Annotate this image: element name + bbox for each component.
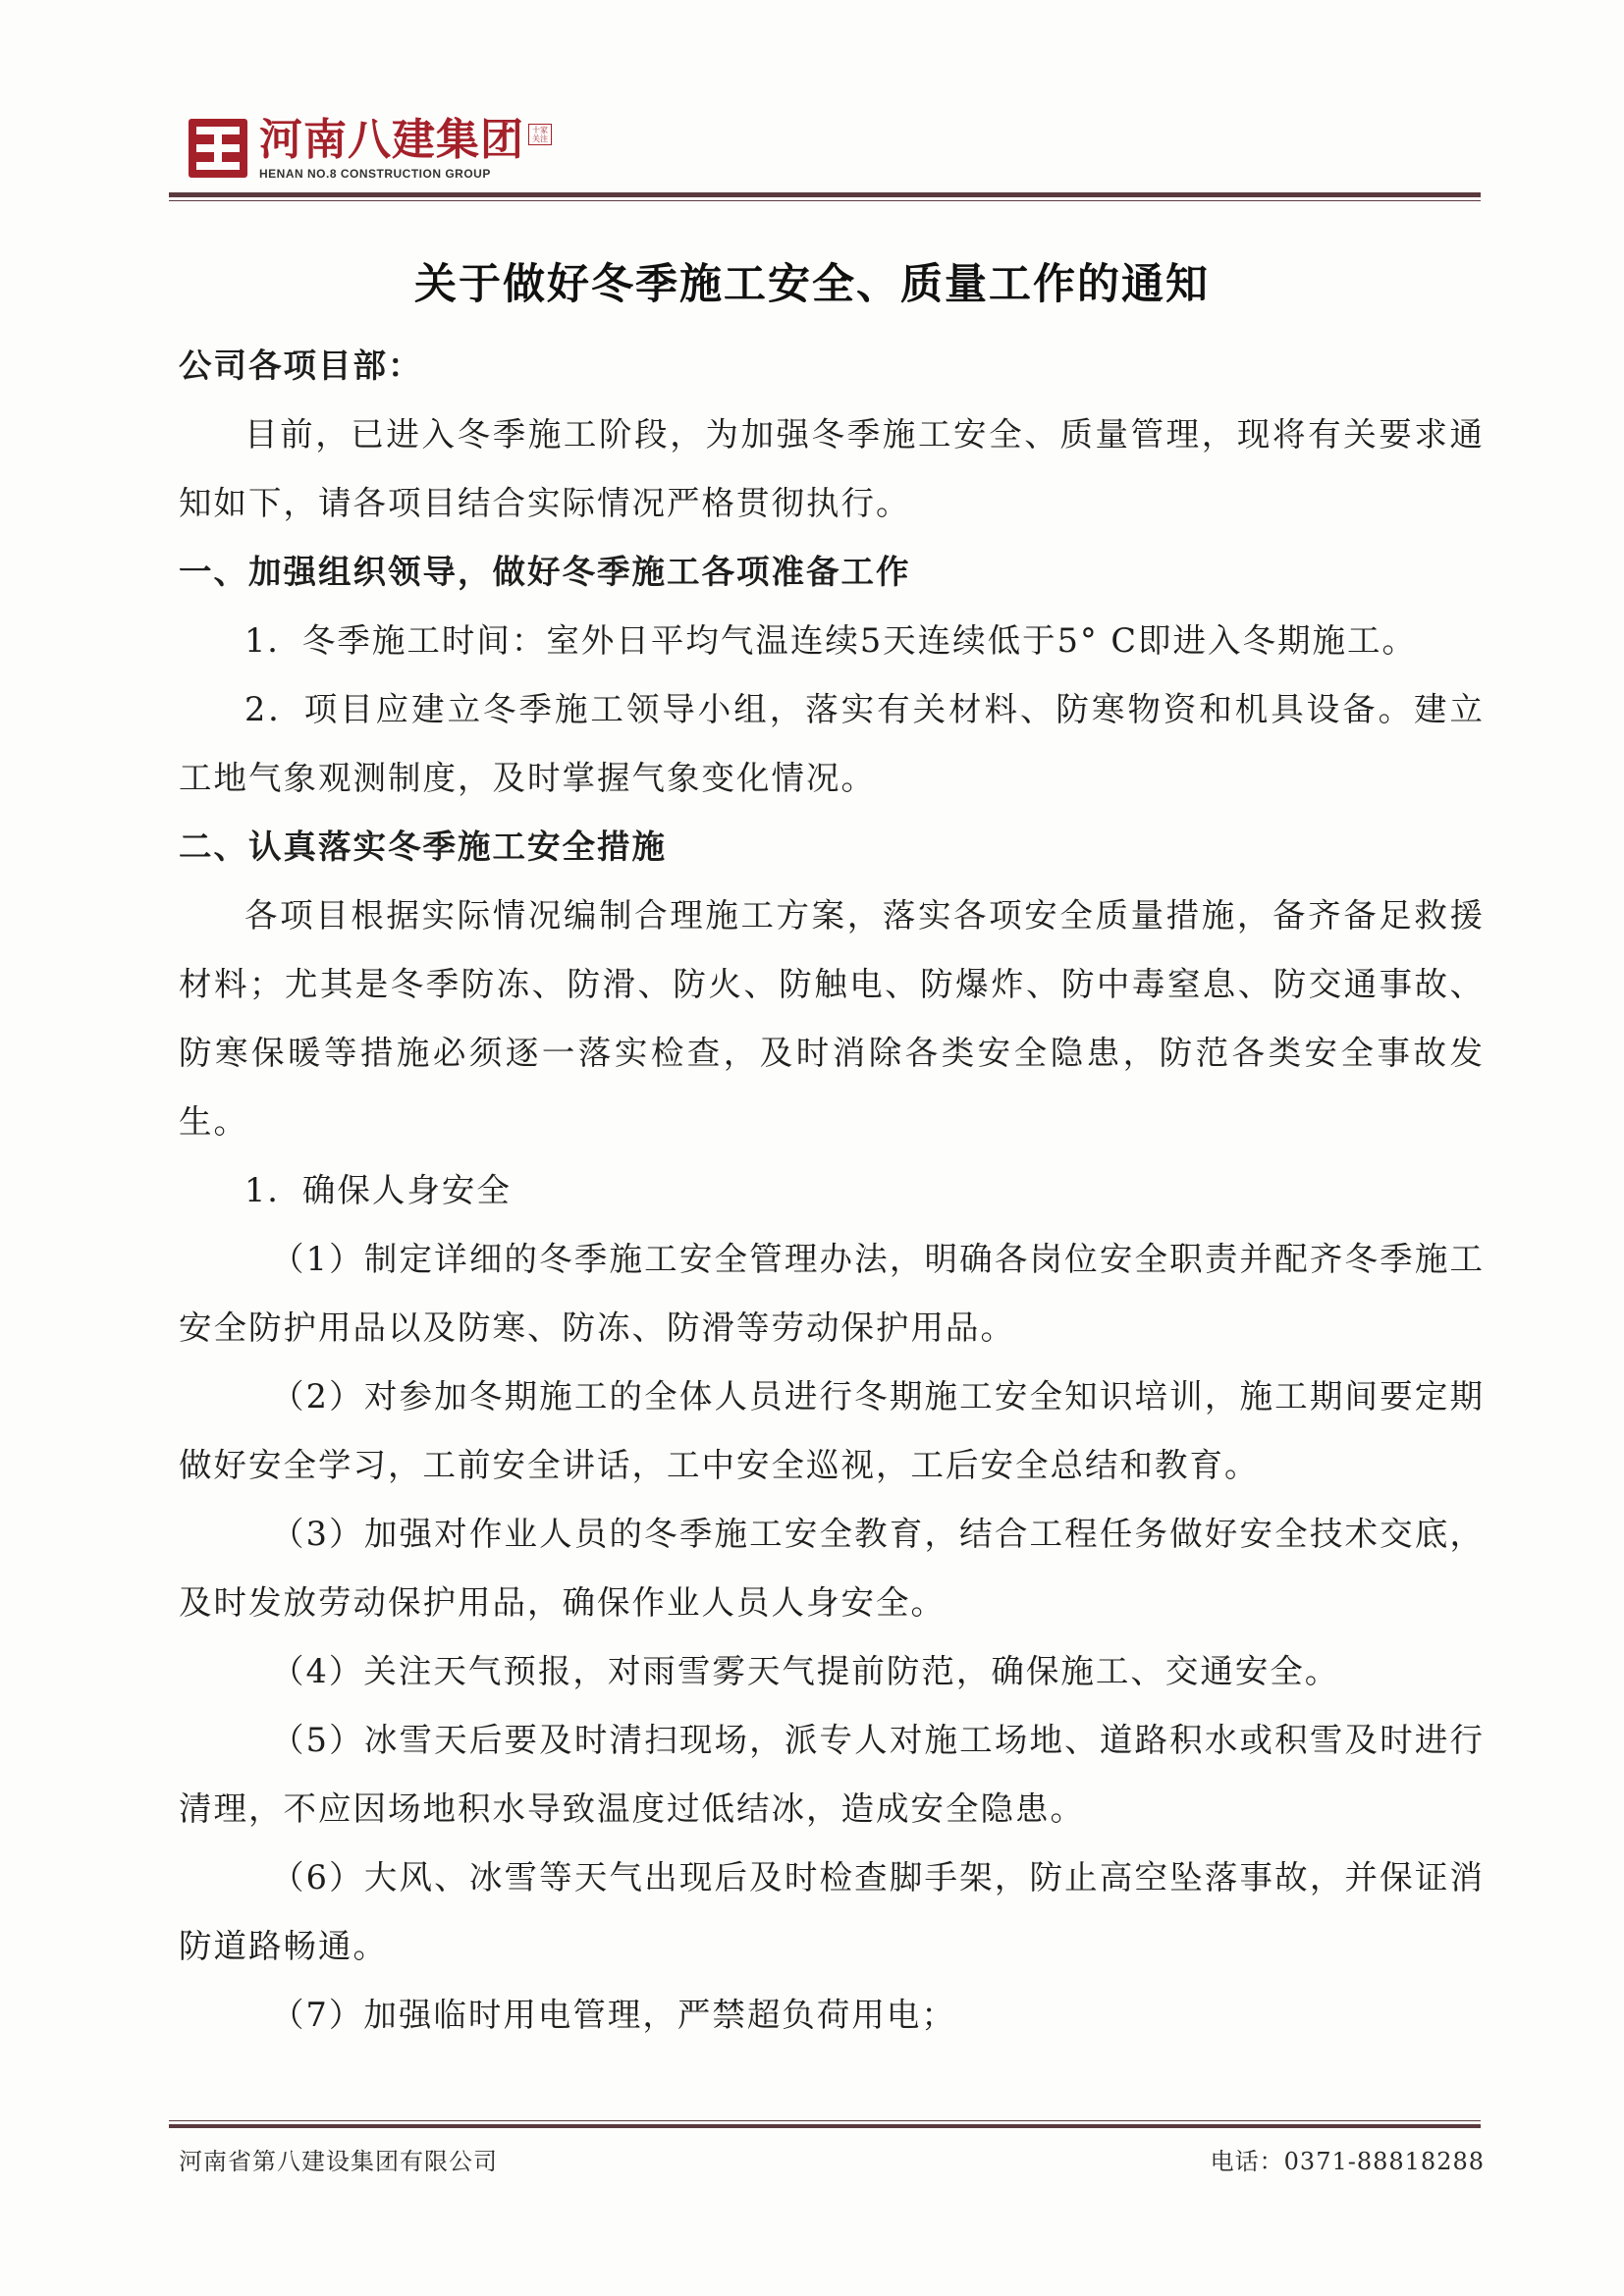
list-item: （4）关注天气预报，对雨雪雾天气提前防范，确保施工、交通安全。 <box>271 1652 1340 1690</box>
company-name-cn: 河南八建集团 <box>259 115 524 165</box>
logo-badge: 十家关注 <box>528 124 552 145</box>
salutation: 公司各项目部： <box>179 347 423 385</box>
company-name-en: HENAN NO.8 CONSTRUCTION GROUP <box>259 167 491 181</box>
section-heading-1: 一、加强组织领导，做好冬季施工各项准备工作 <box>179 553 911 591</box>
footer <box>179 2142 1485 2176</box>
footer-phone: 电话：0371-88818288 <box>1210 2148 1485 2175</box>
footer-divider <box>169 2120 1481 2128</box>
paragraph-item: 2．项目应建立冬季施工领导小组，落实有关材料、防寒物资和机具设备。建立工地气象观测制度，及时掌握气象变化情况。 <box>179 690 1485 797</box>
company-emblem-icon <box>187 117 249 180</box>
list-item: （3）加强对作业人员的冬季施工安全教育，结合工程任务做好安全技术交底，及时发放劳动保护用品，确保作业人员人身安全。 <box>179 1515 1485 1622</box>
document-body <box>179 332 1485 2050</box>
section-heading-2: 二、认真落实冬季施工安全措施 <box>179 828 667 866</box>
paragraph-body: 各项目根据实际情况编制合理施工方案，落实各项安全质量措施，备齐备足救援材料；尤其是冬季防冻、防滑、防火、防触电、防爆炸、防中毒窒息、防交通事故、防寒保暖等措施必须逐一落实检查，及时消除各类安全隐患，防范各类安全事故发生。 <box>179 896 1485 1141</box>
paragraph-item: 1．冬季施工时间：室外日平均气温连续5天连续低于5° C即进入冬期施工。 <box>244 621 1417 660</box>
list-item: （5）冰雪天后要及时清扫现场，派专人对施工场地、道路积水或积雪及时进行清理，不应因场地积水导致温度过低结冰，造成安全隐患。 <box>179 1721 1485 1828</box>
company-logo <box>187 108 552 188</box>
header-divider <box>169 192 1481 201</box>
list-item: （1）制定详细的冬季施工安全管理办法，明确各岗位安全职责并配齐冬季施工安全防护用品以及防寒、防冻、防滑等劳动保护用品。 <box>179 1240 1485 1347</box>
subsection-heading: 1．确保人身安全 <box>244 1171 512 1209</box>
list-item: （6）大风、冰雪等天气出现后及时检查脚手架，防止高空坠落事故，并保证消防道路畅通。 <box>179 1858 1485 1965</box>
list-item: （7）加强临时用电管理，严禁超负荷用电； <box>271 1996 956 2034</box>
list-item: （2）对参加冬期施工的全体人员进行冬期施工安全知识培训，施工期间要定期做好安全学习，工前安全讲话，工中安全巡视，工后安全总结和教育。 <box>179 1377 1485 1484</box>
footer-company: 河南省第八建设集团有限公司 <box>179 2148 498 2175</box>
document-title: 关于做好冬季施工安全、质量工作的通知 <box>414 260 1210 309</box>
paragraph-intro: 目前，已进入冬季施工阶段，为加强冬季施工安全、质量管理，现将有关要求通知如下，请各项目结合实际情况严格贯彻执行。 <box>179 415 1485 522</box>
